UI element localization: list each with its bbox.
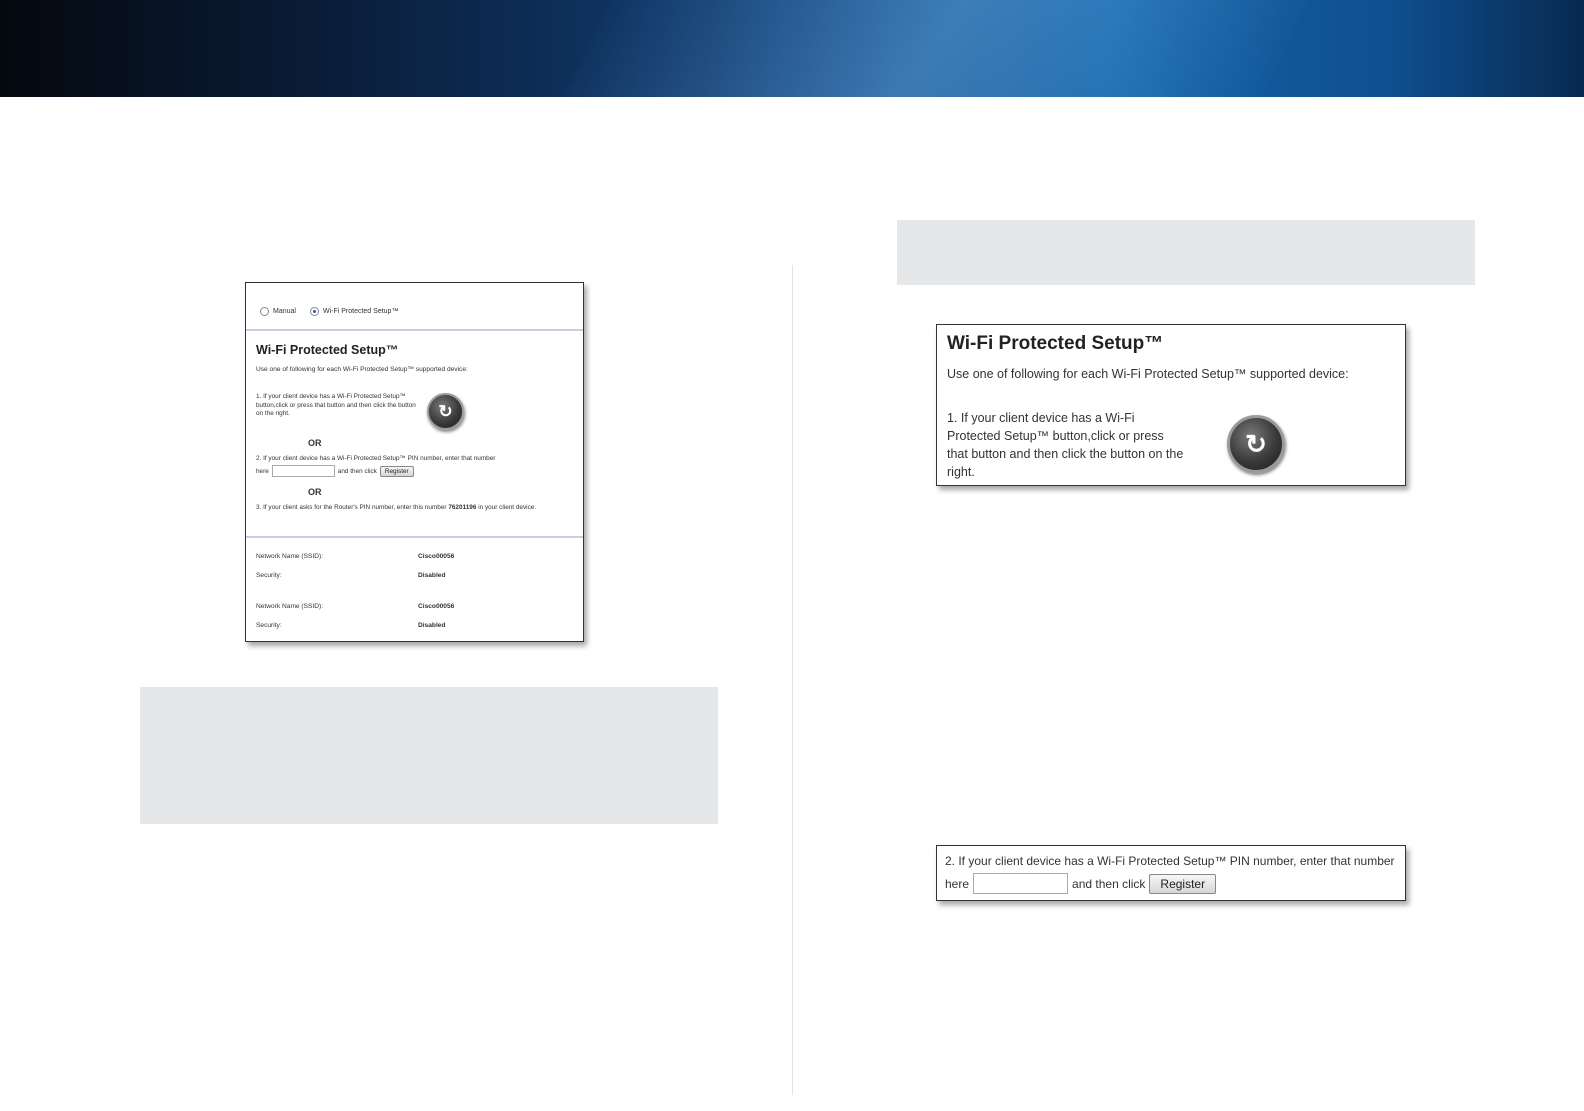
option2-text: 2. If your client device has a Wi-Fi Protected Setup™ PIN number, enter that number [945,854,1395,868]
network2-ssid-row [256,603,455,610]
option3-suffix: in your client device. [476,504,537,511]
network1-ssid-row [256,553,455,560]
wps-radio-label: Wi-Fi Protected Setup™ [322,308,399,315]
wps-option1-screenshot [936,324,1406,486]
option1-line: Protected Setup™ button,click or press [947,429,1164,443]
option3-text [256,504,576,513]
security-label: Security: [256,572,282,579]
ssid-label: Network Name (SSID): [256,553,324,560]
option1-line: that button and then click the button on the [947,447,1184,461]
header-banner [0,0,1584,97]
pin-input[interactable] [272,465,335,477]
register-button[interactable]: Register [1149,874,1216,894]
column-divider [792,265,793,1095]
page-title: Wi-Fi Protected Setup™ [947,333,1164,354]
wps-option2-screenshot [936,845,1406,901]
option1-text: 1. If your client device has a Wi-Fi Protected Setup™ button,click or press that button and then click the button on the right. [256,393,416,417]
network1-security-row [256,572,446,579]
security-label: Security: [256,622,282,629]
register-button[interactable]: Register [380,466,414,477]
wps-page-screenshot [245,282,584,642]
here-label: here [256,467,269,475]
ssid-value: Cisco00056 [418,553,455,560]
here-label: here [945,876,970,891]
option1-text [947,409,1217,481]
security-value: Disabled [418,622,446,629]
option1-line: right. [947,465,975,479]
manual-radio[interactable] [260,307,269,316]
or-label: OR [308,487,322,497]
intro-text: Use one of following for each Wi-Fi Protected Setup™ supported device: [256,366,468,373]
network2-security-row [256,622,446,629]
manual-radio-label: Manual [273,308,296,315]
wps-push-button-icon[interactable]: ↻ [1227,415,1285,473]
wps-radio[interactable] [310,307,319,316]
note-box [140,687,718,824]
note-box [897,220,1475,285]
ssid-value: Cisco00056 [418,603,455,610]
intro-text: Use one of following for each Wi-Fi Protected Setup™ supported device: [947,367,1349,381]
pin-input[interactable] [973,873,1068,894]
ssid-label: Network Name (SSID): [256,603,324,610]
section-divider [246,329,584,331]
page-title: Wi-Fi Protected Setup™ [256,343,399,357]
section-divider [246,536,584,538]
wps-push-button-icon[interactable]: ↻ [427,393,464,430]
option3-prefix: 3. If your client asks for the Router's PIN number, enter this number [256,504,449,511]
option1-line: 1. If your client device has a Wi-Fi [947,411,1135,425]
pin-row [256,465,414,477]
pin-row [945,873,1216,894]
mode-selector [260,307,398,316]
option2-text: 2. If your client device has a Wi-Fi Protected Setup™ PIN number, enter that number [256,455,496,462]
then-click-label: and then click [1072,876,1146,891]
then-click-label: and then click [337,467,377,475]
security-value: Disabled [418,572,446,579]
or-label: OR [308,438,322,448]
router-pin: 76201196 [448,504,477,511]
